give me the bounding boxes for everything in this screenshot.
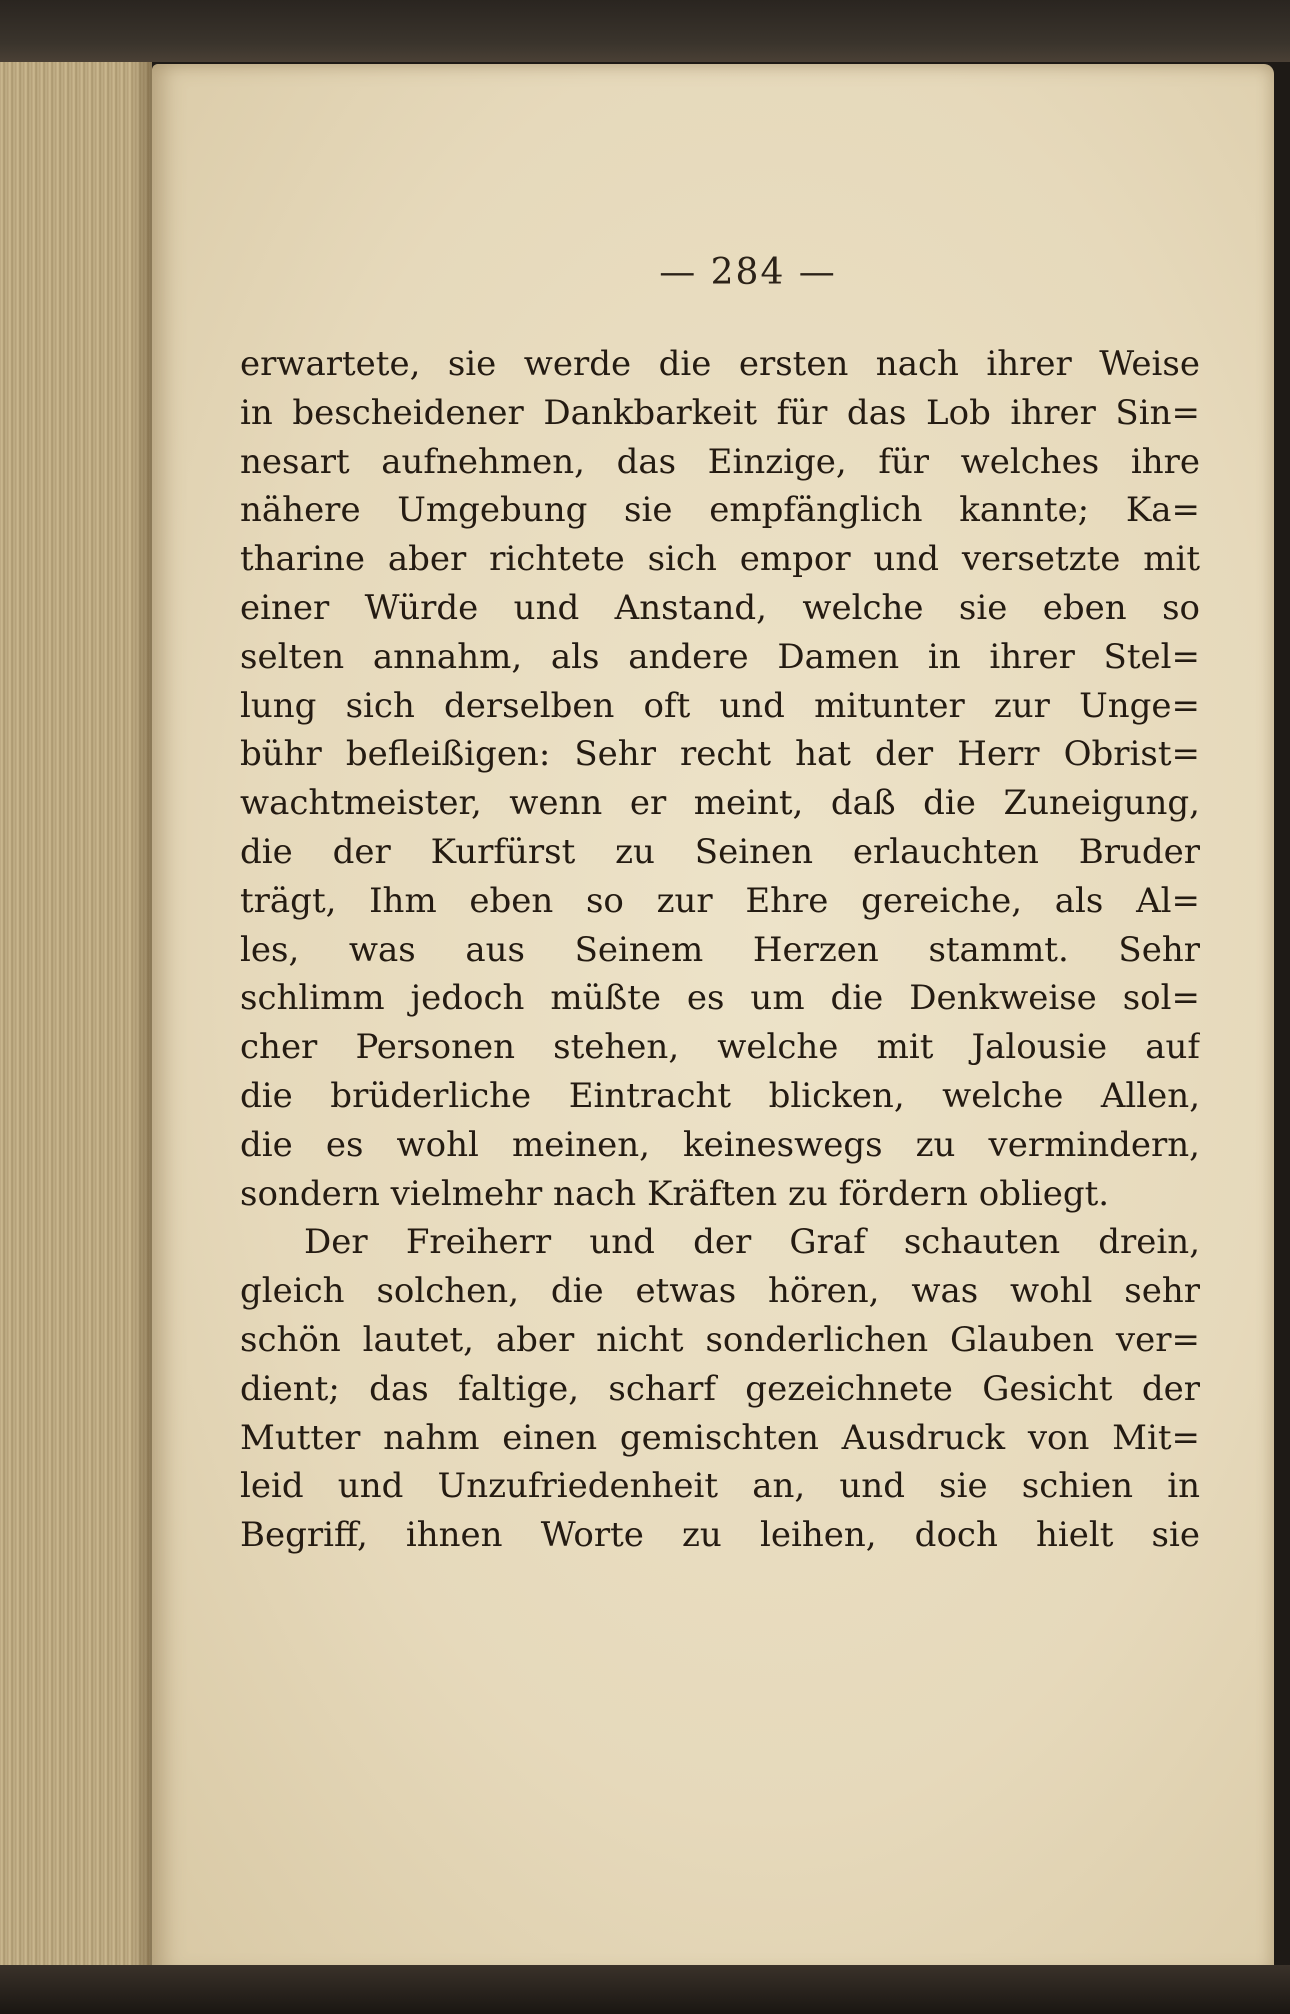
- text-line: Der Freiherr und der Graf schauten drein,: [304, 1222, 1200, 1263]
- text-line: Mutter nahm einen gemischten Ausdruck von Mit=: [240, 1417, 1200, 1458]
- page-edges: [0, 62, 152, 1982]
- text-line: selten annahm, als andere Damen in ihrer Stel=: [240, 636, 1200, 677]
- text-line: die brüderliche Eintracht blicken, welche Allen,: [240, 1075, 1200, 1116]
- page-number: — 284 —: [659, 252, 837, 293]
- text-line: bühr befleißigen: Sehr recht hat der Herr Obrist=: [240, 734, 1200, 775]
- text-line: les, was aus Seinem Herzen stammt. Sehr: [240, 929, 1200, 970]
- text-line: wachtmeister, wenn er meint, daß die Zuneigung,: [240, 783, 1200, 824]
- text-line: einer Würde und Anstand, welche sie eben so: [240, 587, 1200, 628]
- book-bottom-edge: [0, 1965, 1290, 2014]
- text-line: gleich solchen, die etwas hören, was wohl sehr: [240, 1271, 1200, 1312]
- text-line: nesart aufnehmen, das Einzige, für welches ihre: [240, 441, 1200, 482]
- text-line: schön lautet, aber nicht sonderlichen Glauben ver=: [240, 1319, 1200, 1360]
- body-text: [240, 340, 1200, 1560]
- text-line: schlimm jedoch müßte es um die Denkweise sol=: [240, 978, 1200, 1019]
- text-line: in bescheidener Dankbarkeit für das Lob ihrer Sin=: [240, 392, 1200, 433]
- text-line: die es wohl meinen, keineswegs zu vermindern,: [240, 1124, 1200, 1165]
- text-line: trägt, Ihm eben so zur Ehre gereiche, als Al=: [240, 880, 1200, 921]
- text-line: cher Personen stehen, welche mit Jalousie auf: [240, 1027, 1200, 1068]
- text-line: sondern vielmehr nach Kräften zu fördern obliegt.: [240, 1173, 1110, 1214]
- text-line: die der Kurfürst zu Seinen erlauchten Bruder: [240, 831, 1200, 872]
- text-line: Begriff, ihnen Worte zu leihen, doch hielt sie: [240, 1515, 1200, 1556]
- text-line: tharine aber richtete sich empor und versetzte mit: [240, 539, 1200, 580]
- text-line: leid und Unzufriedenheit an, und sie schien in: [240, 1466, 1200, 1507]
- text-line: dient; das faltige, scharf gezeichnete Gesicht der: [240, 1368, 1200, 1409]
- book-top-edge: [0, 0, 1290, 62]
- text-line: nähere Umgebung sie empfänglich kannte; Ka=: [240, 490, 1200, 531]
- text-line: erwartete, sie werde die ersten nach ihrer Weise: [240, 344, 1200, 384]
- text-line: lung sich derselben oft und mitunter zur Unge=: [240, 685, 1200, 726]
